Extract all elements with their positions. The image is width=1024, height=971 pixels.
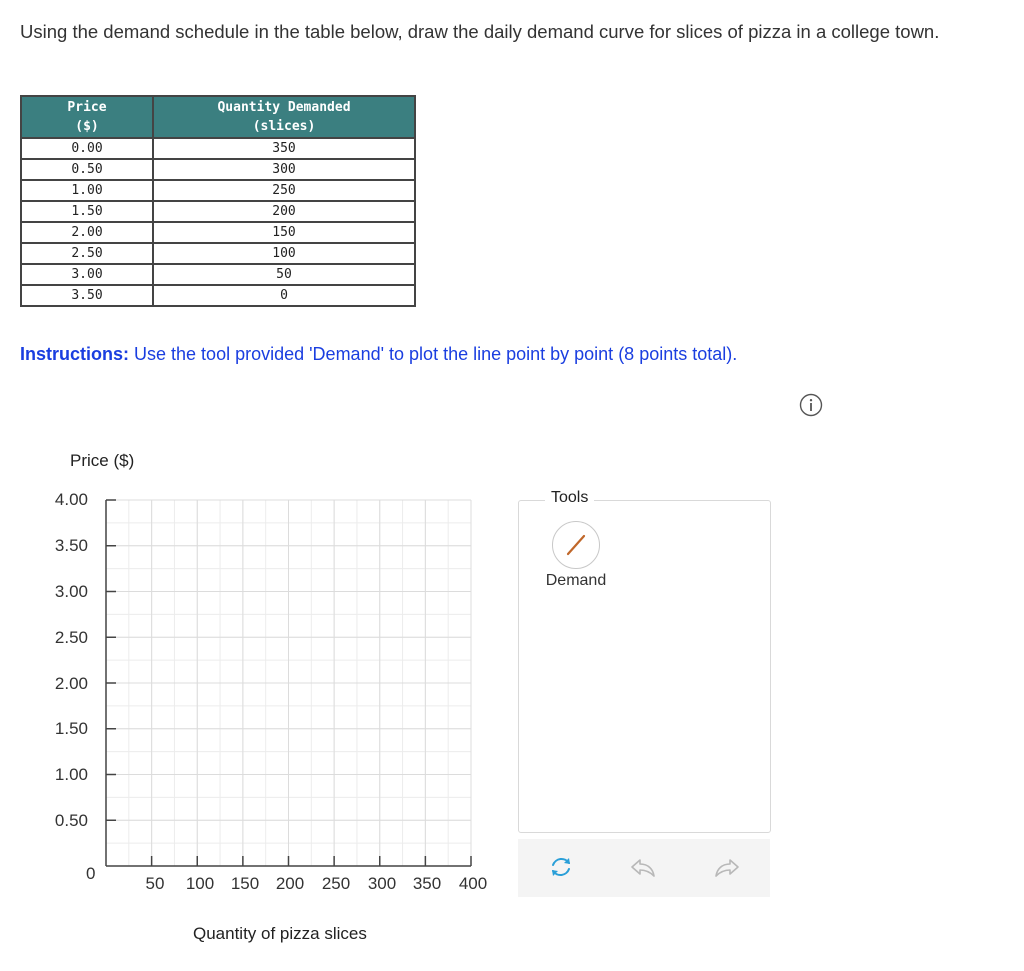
instructions [20,344,737,365]
redo-icon[interactable] [712,852,742,882]
x-tick-label: 400 [458,874,488,893]
y-tick-label: 3.00 [54,582,88,601]
price-cell: 2.00 [21,222,153,243]
instructions-text: Use the tool provided 'Demand' to plot the line point by point (8 points total). [129,344,738,364]
price-cell: 2.50 [21,243,153,264]
price-header-unit: ($) [75,119,99,134]
price-cell: 1.00 [21,180,153,201]
quantity-header-label: Quantity Demanded [217,100,351,115]
instructions-label: Instructions: [20,344,130,364]
demand-tool-button[interactable] [552,521,600,569]
x-axis-label: Quantity of pizza slices [193,924,367,943]
table-row [21,264,415,285]
info-icon[interactable] [799,393,823,417]
quantity-header-unit: (slices) [252,119,316,134]
x-tick-label: 100 [185,874,215,893]
x-tick-label: 300 [367,874,397,893]
y-tick-label: 2.00 [54,674,88,693]
line-tool-icon [553,522,599,568]
table-row [21,138,415,159]
graph-plot-area[interactable] [90,490,485,875]
table-row [21,201,415,222]
table-row [21,243,415,264]
quantity-cell: 100 [153,243,415,264]
quantity-cell: 0 [153,285,415,306]
table-row [21,285,415,306]
quantity-cell: 300 [153,159,415,180]
x-tick-label: 50 [145,874,165,893]
table-row [21,159,415,180]
table-row [21,180,415,201]
x-tick-label: 200 [275,874,305,893]
price-cell: 3.00 [21,264,153,285]
question-prompt: Using the demand schedule in the table below, draw the daily demand curve for slices of pizza in a college town. [20,21,940,42]
price-cell: 1.50 [21,201,153,222]
x-tick-label: 250 [321,874,351,893]
undo-icon[interactable] [628,852,658,882]
demand-schedule-table [20,95,416,307]
price-header [21,96,153,138]
table-header-row [21,96,415,138]
quantity-cell: 50 [153,264,415,285]
price-header-label: Price [67,100,107,115]
y-tick-label: 2.50 [54,628,88,647]
y-tick-label: 0.50 [54,811,88,830]
y-tick-label: 1.00 [54,765,88,784]
origin-label: 0 [86,864,96,883]
table-row [21,222,415,243]
reset-icon[interactable] [546,852,576,882]
y-tick-label: 4.00 [54,490,88,509]
quantity-cell: 150 [153,222,415,243]
price-cell: 0.50 [21,159,153,180]
quantity-header [153,96,415,138]
price-cell: 0.00 [21,138,153,159]
y-tick-label: 3.50 [54,536,88,555]
price-cell: 3.50 [21,285,153,306]
x-tick-label: 150 [230,874,260,893]
tools-title: Tools [545,489,594,507]
y-tick-label: 1.50 [54,719,88,738]
quantity-cell: 200 [153,201,415,222]
demand-tool-label: Demand [545,572,607,589]
quantity-cell: 250 [153,180,415,201]
quantity-cell: 350 [153,138,415,159]
x-tick-label: 350 [412,874,442,893]
y-axis-label: Price ($) [70,451,135,470]
